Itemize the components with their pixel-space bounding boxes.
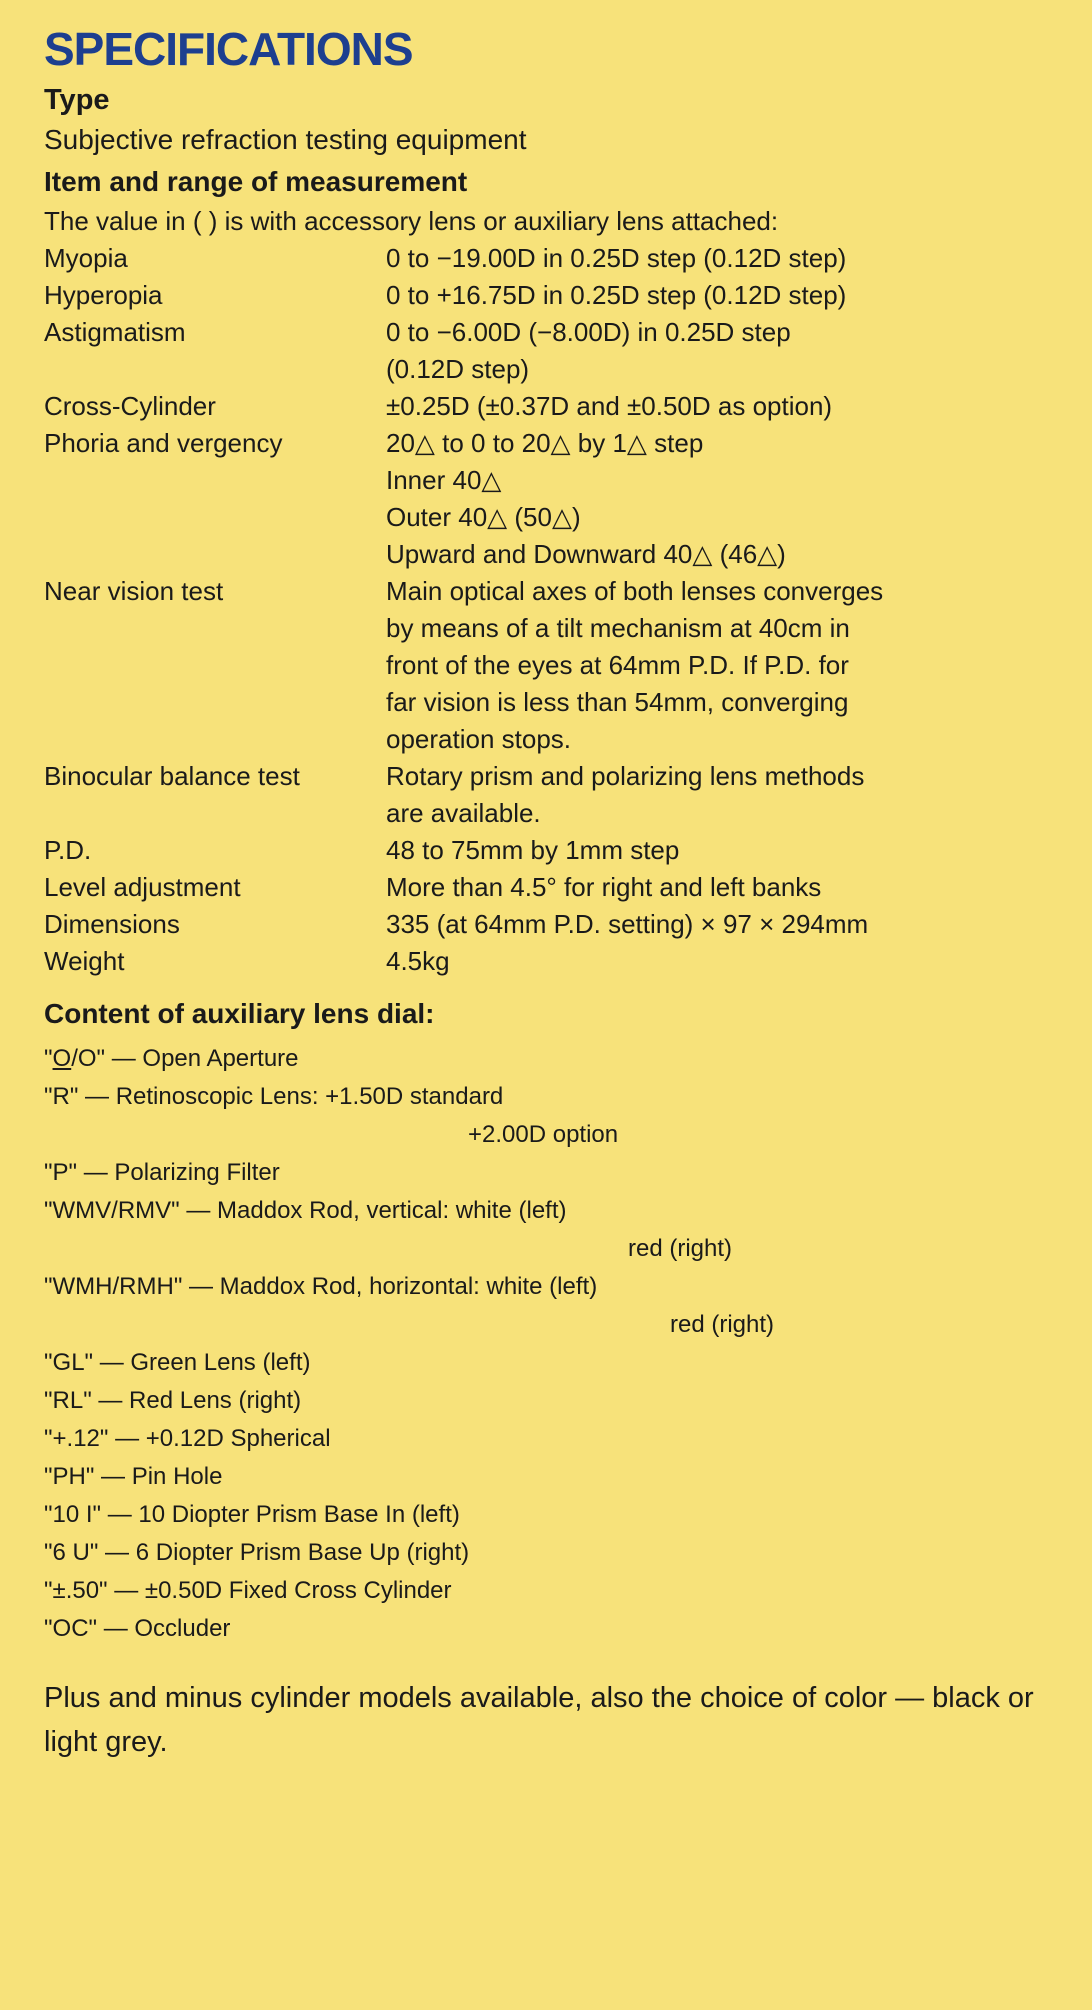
spec-value-line: 0 to −19.00D in 0.25D step (0.12D step): [386, 243, 847, 273]
type-heading: Type: [44, 84, 110, 116]
spec-value-line: Inner 40△: [386, 465, 502, 495]
spec-value-line: front of the eyes at 64mm P.D. If P.D. for: [386, 650, 849, 680]
spec-value-line: 335 (at 64mm P.D. setting) × 97 × 294mm: [386, 909, 869, 939]
spec-label: Weight: [44, 946, 125, 976]
aux-list: [44, 1040, 1052, 1648]
aux-item-maddox-horizontal-red: red (right): [670, 1311, 775, 1338]
spec-value: [386, 869, 1052, 906]
spec-value: [386, 758, 1052, 832]
spec-label: Level adjustment: [44, 872, 241, 902]
spec-label: Hyperopia: [44, 280, 163, 310]
aux-item-prism-base-up: "6 U" — 6 Diopter Prism Base Up (right): [44, 1539, 470, 1566]
aux-open-prefix: ": [44, 1045, 53, 1072]
spec-value: [386, 943, 1052, 980]
spec-value-line: 0 to −6.00D (−8.00D) in 0.25D step: [386, 317, 791, 347]
spec-label: P.D.: [44, 835, 92, 865]
spec-value-line: 48 to 75mm by 1mm step: [386, 835, 680, 865]
aux-heading: Content of auxiliary lens dial:: [44, 998, 435, 1029]
spec-value-line: More than 4.5° for right and left banks: [386, 872, 822, 902]
spec-value-line: are available.: [386, 798, 541, 828]
spec-value: [386, 906, 1052, 943]
spec-value: [386, 573, 1052, 758]
spec-label: Binocular balance test: [44, 761, 300, 791]
spec-value-line: Upward and Downward 40△ (46△): [386, 539, 786, 569]
spec-value-line: 0 to +16.75D in 0.25D step (0.12D step): [386, 280, 847, 310]
spec-value-line: far vision is less than 54mm, converging: [386, 687, 849, 717]
aux-item-retinoscopic-option: +2.00D option: [468, 1121, 619, 1148]
spec-value-line: operation stops.: [386, 724, 572, 754]
page-title: SPECIFICATIONS: [44, 23, 413, 75]
aux-item-retinoscopic: "R" — Retinoscopic Lens: +1.50D standard: [44, 1083, 504, 1110]
spec-value-line: 4.5kg: [386, 946, 450, 976]
spec-value: [386, 277, 1052, 314]
spec-value-line: (0.12D step): [386, 354, 530, 384]
aux-open-underlined: O: [52, 1045, 72, 1072]
range-heading: Item and range of measurement: [44, 166, 468, 197]
spec-value-line: Rotary prism and polarizing lens methods: [386, 761, 865, 791]
aux-item-occluder: "OC" — Occluder: [44, 1615, 231, 1642]
spec-value: [386, 425, 1052, 573]
type-value: Subjective refraction testing equipment: [44, 124, 527, 155]
spec-value-line: ±0.25D (±0.37D and ±0.50D as option): [386, 391, 833, 421]
spec-label: Cross-Cylinder: [44, 391, 216, 421]
aux-item-maddox-horizontal: "WMH/RMH" — Maddox Rod, horizontal: white (left): [44, 1273, 598, 1300]
aux-item-green-lens: "GL" — Green Lens (left): [44, 1349, 311, 1376]
aux-item-pin-hole: "PH" — Pin Hole: [44, 1463, 223, 1490]
closing-note: Plus and minus cylinder models available, also the choice of color — black or light grey.: [44, 1682, 1034, 1758]
spec-label: Near vision test: [44, 576, 224, 606]
aux-item-open-aperture: [44, 1040, 1052, 1078]
spec-value: [386, 832, 1052, 869]
aux-open-rest: /O" — Open Aperture: [71, 1045, 299, 1072]
aux-item-plus-012: "+.12" — +0.12D Spherical: [44, 1425, 331, 1452]
spec-label: Dimensions: [44, 909, 180, 939]
aux-item-polarizing: "P" — Polarizing Filter: [44, 1159, 280, 1186]
aux-item-prism-base-in: "10 I" — 10 Diopter Prism Base In (left): [44, 1501, 460, 1528]
aux-item-maddox-vertical-red: red (right): [628, 1235, 733, 1262]
aux-item-red-lens: "RL" — Red Lens (right): [44, 1387, 302, 1414]
spec-table: [44, 240, 1052, 980]
spec-value: [386, 240, 1052, 277]
spec-value-line: Main optical axes of both lenses converges: [386, 576, 884, 606]
spec-value-line: by means of a tilt mechanism at 40cm in: [386, 613, 850, 643]
spec-value: [386, 388, 1052, 425]
spec-label: Myopia: [44, 243, 128, 273]
spec-label: Phoria and vergency: [44, 428, 283, 458]
spec-value: [386, 314, 1052, 388]
aux-item-fixed-cross-cylinder: "±.50" — ±0.50D Fixed Cross Cylinder: [44, 1577, 452, 1604]
spec-value-line: Outer 40△ (50△): [386, 502, 581, 532]
spec-value-line: 20△ to 0 to 20△ by 1△ step: [386, 428, 704, 458]
aux-item-maddox-vertical: "WMV/RMV" — Maddox Rod, vertical: white (left): [44, 1197, 567, 1224]
spec-label: Astigmatism: [44, 317, 186, 347]
range-note: The value in ( ) is with accessory lens or auxiliary lens attached:: [44, 206, 779, 236]
